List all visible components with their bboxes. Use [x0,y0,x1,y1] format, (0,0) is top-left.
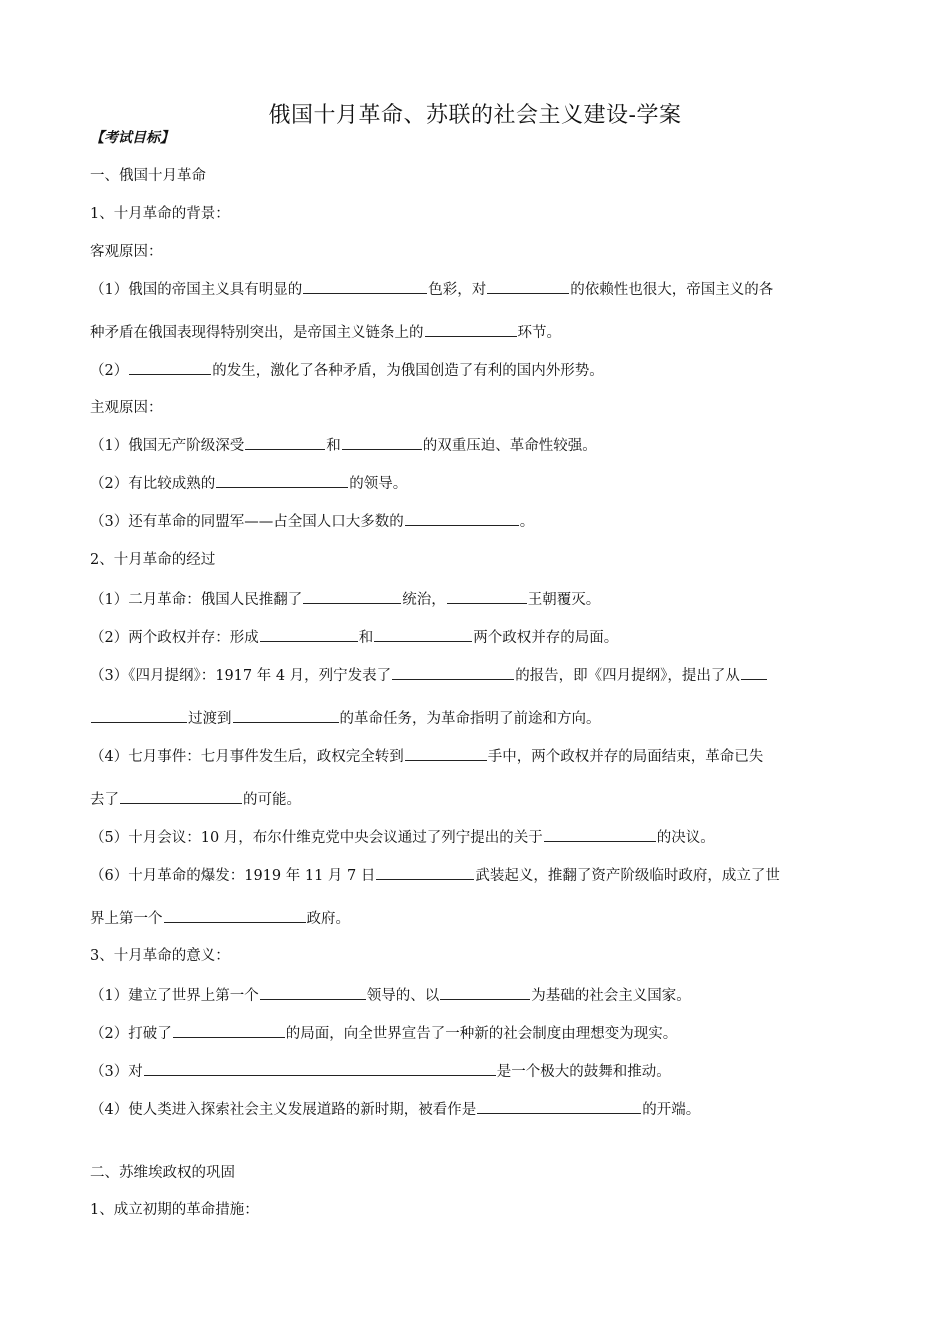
objective-text: 客观原因： [90,244,163,260]
fill-blank[interactable] [260,985,366,1000]
fill-blank[interactable] [440,985,530,1000]
text-fragment: 两个政权并存的局面。 [473,630,619,646]
text-fragment: 的领导。 [349,476,408,492]
paragraph-line [90,985,870,1006]
fill-blank[interactable] [216,473,348,488]
fill-blank[interactable] [487,279,569,294]
fill-blank[interactable] [405,746,487,761]
text-fragment: 的依赖性也很大，帝国主义的各 [570,282,774,298]
subjective-label [90,398,870,418]
fill-blank[interactable] [392,665,514,680]
text-fragment: 手中，两个政权并存的局面结束，革命已失 [487,749,764,765]
section-heading [90,166,870,186]
text-fragment: 界上第一个 [90,911,163,927]
background-title: 1、十月革命的背景： [90,206,230,222]
fill-blank[interactable] [303,589,401,604]
subsection-heading [90,204,870,224]
subsection-heading [90,550,870,570]
text-fragment: 的决议。 [656,830,715,846]
fill-blank[interactable] [233,708,339,723]
text-fragment: 的发生，激化了各种矛盾，为俄国创造了有利的国内外形势。 [212,363,604,379]
paragraph-line [90,279,870,300]
paragraph-line [90,435,870,456]
text-fragment: （1）俄国无产阶级深受 [90,438,245,454]
fill-blank[interactable] [120,789,242,804]
text-fragment: （6）十月革命的爆发：1919 年 11 月 7 日 [90,868,376,884]
text-fragment: （1）二月革命：俄国人民推翻了 [90,592,303,608]
text-fragment: 是一个极大的鼓舞和推动。 [496,1064,671,1080]
fill-blank[interactable] [405,511,519,526]
exam-goals-heading: 【考试目标】 [90,130,174,146]
fill-blank[interactable] [342,435,422,450]
fill-blank[interactable] [260,627,358,642]
text-fragment: 王朝覆灭。 [527,592,601,608]
significance-title: 3、十月革命的意义： [90,948,230,964]
paragraph-line [90,1061,870,1082]
paragraph-line [90,789,870,810]
fill-blank[interactable] [477,1099,641,1114]
text-fragment: 的可能。 [243,792,301,808]
fill-blank[interactable] [144,1061,496,1076]
subsection-heading [90,1200,870,1220]
text-fragment: （2） [90,363,129,379]
paragraph-line [90,1023,870,1044]
text-fragment: 的报告，即《四月提纲》，提出了从 [515,668,740,684]
text-fragment: （3）对 [90,1064,143,1080]
text-fragment: 和 [358,630,374,646]
paragraph-line [90,473,870,494]
fill-blank[interactable] [129,360,211,375]
text-fragment: 去了 [90,792,119,808]
paragraph-line [90,322,870,343]
fill-blank[interactable] [741,665,767,680]
text-fragment: （4）使人类进入探索社会主义发展道路的新时期，被看作是 [90,1102,477,1118]
text-fragment: 统治， [402,592,446,608]
page-title: 俄国十月革命、苏联的社会主义建设-学案 [268,103,682,128]
text-fragment: （3）还有革命的同盟军——占全国人口大多数的 [90,514,404,530]
fill-blank[interactable] [544,827,656,842]
paragraph-line [90,589,870,610]
measures-title: 1、成立初期的革命措施： [90,1202,259,1218]
paragraph-line [90,511,870,532]
fill-blank[interactable] [376,865,474,880]
paragraph-line [90,908,870,929]
text-fragment: 环节。 [517,325,561,341]
fill-blank[interactable] [303,279,427,294]
section-2-title: 二、苏维埃政权的巩固 [90,1165,235,1181]
paragraph-line [90,1099,870,1120]
text-fragment: （3）《四月提纲》：1917 年 4 月，列宁发表了 [90,668,392,684]
text-fragment: 过渡到 [188,711,232,727]
text-fragment: （4）七月事件：七月事件发生后，政权完全转到 [90,749,404,765]
paragraph-line [90,627,870,648]
text-fragment: 的开端。 [642,1102,701,1118]
text-fragment: 领导的、以 [366,988,440,1004]
text-fragment: 为基础的社会主义国家。 [531,988,691,1004]
text-fragment: （2）两个政权并存：形成 [90,630,259,646]
text-fragment: 武装起义，推翻了资产阶级临时政府，成立了世 [475,868,780,884]
paragraph-line [90,708,870,729]
text-fragment: 色彩，对 [428,282,487,298]
text-fragment: 的革命任务，为革命指明了前途和方向。 [339,711,601,727]
text-fragment: （1）建立了世界上第一个 [90,988,259,1004]
text-fragment: （2）打破了 [90,1026,172,1042]
fill-blank[interactable] [164,908,306,923]
subjective-text: 主观原因： [90,400,163,416]
section-heading [90,1163,870,1183]
fill-blank[interactable] [447,589,527,604]
paragraph-line [90,360,870,381]
paragraph-line [90,865,870,886]
text-fragment: （5）十月会议：10 月，布尔什维克党中央会议通过了列宁提出的关于 [90,830,543,846]
fill-blank[interactable] [425,322,517,337]
fill-blank[interactable] [245,435,325,450]
fill-blank[interactable] [91,708,187,723]
text-fragment: 。 [519,514,535,530]
text-fragment: 和 [326,438,341,454]
process-title: 2、十月革命的经过 [90,552,216,568]
text-fragment: 的局面，向全世界宣告了一种新的社会制度由理想变为现实。 [285,1026,678,1042]
text-fragment: 种矛盾在俄国表现得特别突出，是帝国主义链条上的 [90,325,424,341]
fill-blank[interactable] [374,627,472,642]
paragraph-line [90,746,870,767]
section-1-title: 一、俄国十月革命 [90,168,206,184]
paragraph-line [90,665,870,686]
fill-blank[interactable] [173,1023,285,1038]
subsection-heading [90,946,870,966]
text-fragment: （1）俄国的帝国主义具有明显的 [90,282,303,298]
text-fragment: 政府。 [306,911,350,927]
text-fragment: 的双重压迫、革命性较强。 [422,438,597,454]
objective-label [90,242,870,262]
text-fragment: （2）有比较成熟的 [90,476,216,492]
paragraph-line [90,827,870,848]
